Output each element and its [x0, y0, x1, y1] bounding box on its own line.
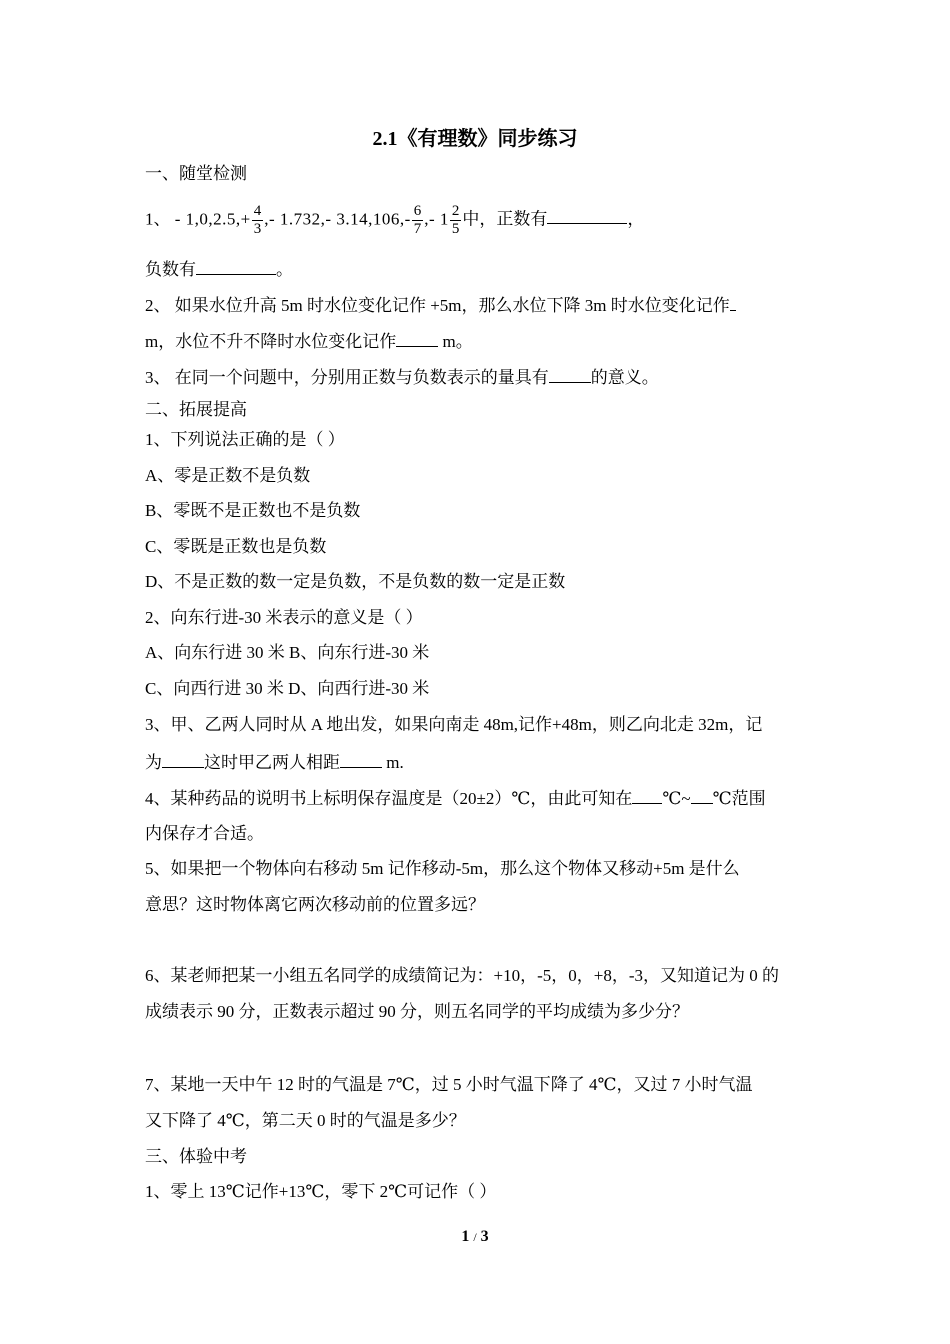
section-heading-1: 一、随堂检测	[145, 164, 247, 183]
answer-blank[interactable]	[730, 293, 736, 311]
answer-blank[interactable]	[196, 257, 276, 275]
question-2-3-line1: 3、甲、乙两人同时从 A 地出发，如果向南走 48m,记作+48m，则乙向北走 32m，记	[145, 715, 763, 734]
answer-blank[interactable]	[691, 786, 713, 804]
fraction-6-7: $\frac{6}{7}$	[413, 203, 422, 237]
question-2-2-options-1: A、向东行进 30 米 B、向东行进-30 米	[145, 643, 430, 662]
answer-blank[interactable]	[632, 786, 662, 804]
question-2-1-stem: 1、下列说法正确的是（ ）	[145, 430, 345, 449]
question-3-1: 1、零上 13℃记作+13℃，零下 2℃可记作（ ）	[145, 1182, 497, 1201]
question-2-5-line1: 5、如果把一个物体向右移动 5m 记作移动-5m，那么这个物体又移动+5m 是什么	[145, 859, 740, 878]
q1-prefix: 1、	[145, 209, 171, 229]
q1-expr-part3: ,- 1	[424, 209, 449, 229]
section-heading-3: 三、体验中考	[145, 1147, 247, 1166]
question-2-4-line1: 4、某种药品的说明书上标明保存温度是（20±2）℃，由此可知在 ℃~ ℃范围	[145, 786, 766, 811]
question-1-1-line2: 负数有 。	[145, 257, 293, 282]
answer-blank[interactable]	[549, 365, 591, 383]
question-1-1-line1: 1、 - 1,0,2.5,+ $\frac{4}{3}$ ,- 1.732,- 3.14,106,- $\frac{6}{7}$ ,- 1 $\frac{2}{5}$ 中，正数有 ，	[145, 203, 645, 237]
fraction-2-5: $\frac{2}{5}$	[451, 203, 460, 237]
option-d: D、不是正数的数一定是负数，不是负数的数一定是正数	[145, 572, 566, 591]
question-1-2-line2: m，水位不升不降时水位变化记作 m。	[145, 329, 473, 354]
q1-text-after: 中，正数有	[462, 209, 548, 229]
page-number: 1 / 3	[461, 1228, 489, 1245]
question-2-4-line2: 内保存才合适。	[145, 824, 264, 843]
answer-blank[interactable]	[340, 750, 382, 768]
answer-blank[interactable]	[162, 750, 204, 768]
question-1-3: 3、 在同一个问题中，分别用正数与负数表示的量具有 的意义。	[145, 365, 659, 390]
q1-expr-part2: ,- 1.732,- 3.14,106,-	[264, 209, 411, 229]
question-2-3-line2: 为 这时甲乙两人相距 m.	[145, 750, 404, 775]
page-title: 2.1《有理数》同步练习	[372, 128, 578, 150]
answer-blank[interactable]	[547, 206, 627, 224]
section-heading-2: 二、拓展提高	[145, 400, 247, 419]
option-b: B、零既不是正数也不是负数	[145, 501, 361, 520]
fraction-4-3: $\frac{4}{3}$	[253, 203, 262, 237]
option-a: A、零是正数不是负数	[145, 466, 311, 485]
question-2-7-line2: 又下降了 4℃，第二天 0 时的气温是多少？	[145, 1111, 466, 1130]
question-2-6-line1: 6、某老师把某一小组五名同学的成绩简记为：+10，-5，0，+8，-3，又知道记为 0 的	[145, 966, 779, 985]
answer-blank[interactable]	[396, 329, 438, 347]
option-c: C、零既是正数也是负数	[145, 537, 327, 556]
question-2-2-options-2: C、向西行进 30 米 D、向西行进-30 米	[145, 679, 430, 698]
question-2-5-line2: 意思？这时物体离它两次移动前的位置多远？	[145, 895, 485, 914]
question-2-7-line1: 7、某地一天中午 12 时的气温是 7℃，过 5 小时气温下降了 4℃，又过 7 小时气温	[145, 1075, 753, 1094]
question-2-2-stem: 2、向东行进-30 米表示的意义是（ ）	[145, 608, 423, 627]
q1-expr-part1: - 1,0,2.5,+	[174, 209, 251, 229]
question-1-2-line1: 2、 如果水位升高 5m 时水位变化记作 +5m，那么水位下降 3m 时水位变化记作	[145, 293, 736, 318]
question-2-6-line2: 成绩表示 90 分，正数表示超过 90 分，则五名同学的平均成绩为多少分？	[145, 1002, 689, 1021]
